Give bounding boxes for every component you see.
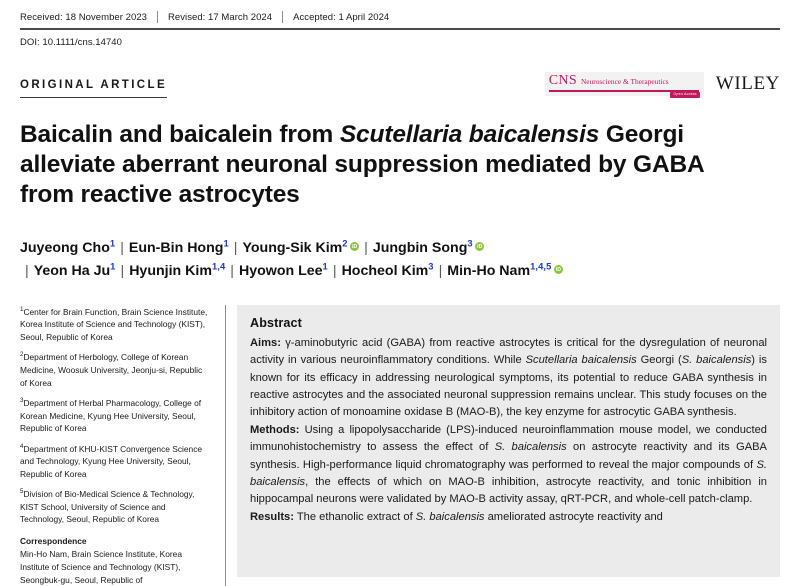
abstract-aims-text: γ-aminobutyric acid (GABA) from reactive astrocytes is critical for the dysregulation of neuronal activity in various neuroinflammatory conditions. While Scutellaria baicalensis Georgi (S. baicalensis) is known for its efficacy in addressing neurological symptoms, its potential to reduce GABA synthesis in reactive astrocytes and the associated neuronal suppression remains unclear. This study focuses on the inhibitory action of monoamine oxidase B (MAO-B), the key enzyme for astrocytic GABA synthesis. <box>250 336 767 419</box>
author-name: Hyowon Lee <box>238 263 323 280</box>
author-name: Young-Sik Kim <box>242 240 343 257</box>
author-separator: | <box>120 263 125 280</box>
author-entry[interactable] <box>242 237 359 257</box>
author-name: Min-Ho Nam <box>447 263 531 280</box>
revised-date: Revised: 17 March 2024 <box>168 11 273 23</box>
article-type-row <box>20 64 780 98</box>
orcid-icon[interactable] <box>554 265 563 274</box>
author-affiliation-superscript: 2 <box>342 237 348 249</box>
orcid-icon[interactable] <box>475 242 484 251</box>
author-separator: | <box>25 263 29 280</box>
affiliation-item <box>20 396 211 435</box>
affiliation-text: Division of Bio-Medical Science & Technology, KIST School, University of Science and Technology, Seoul, Republic of Korea <box>20 488 195 525</box>
author-entry[interactable] <box>33 260 116 280</box>
author-affiliation-superscript: 1 <box>110 260 116 272</box>
correspondence-heading: Correspondence <box>20 536 87 547</box>
title-part-1: Baicalin and baicalein from <box>20 120 340 148</box>
species-name: S. baicalensis <box>415 510 485 523</box>
affiliation-number: 5 <box>20 488 24 496</box>
open-access-badge: Open Access <box>670 92 699 98</box>
author-list <box>20 237 780 283</box>
abstract-aims-label: Aims: <box>250 336 281 349</box>
author-affiliation-superscript: 1 <box>322 260 328 272</box>
author-entry[interactable] <box>341 260 434 280</box>
journal-branding <box>545 72 780 98</box>
cns-logo-mark: CNS <box>548 72 577 88</box>
author-name: Hocheol Kim <box>341 263 429 280</box>
author-separator: | <box>230 263 234 280</box>
author-separator: | <box>332 263 337 280</box>
author-separator: | <box>233 240 238 257</box>
affiliation-text: Center for Brain Function, Brain Science Institute, Korea Institute of Science and Technology (KIST), Seoul, Republic of Korea <box>20 306 208 343</box>
affiliation-number: 1 <box>20 305 24 313</box>
abstract-aims-paragraph <box>250 335 767 422</box>
author-name: Yeon Ha Ju <box>33 263 111 280</box>
cns-logo-subtitle: Neuroscience & Therapeutics <box>580 76 669 86</box>
accepted-date: Accepted: 1 April 2024 <box>293 11 390 23</box>
author-entry[interactable] <box>372 237 484 257</box>
species-name: S. baicalensis <box>250 458 767 488</box>
abstract-methods-paragraph <box>250 422 767 509</box>
species-name: S. baicalensis <box>494 441 567 454</box>
author-entry[interactable] <box>128 237 229 257</box>
abstract-methods-label: Methods: <box>250 423 300 436</box>
affiliation-text: Department of Herbal Pharmacology, College of Korean Medicine, Kyung Hee University, Seoul, Republic of Korea <box>20 397 202 434</box>
abstract-panel <box>237 305 780 577</box>
author-affiliation-superscript: 3 <box>467 237 473 249</box>
species-name: S. baicalensis <box>681 354 752 367</box>
abstract-column <box>226 305 780 586</box>
author-separator: | <box>438 263 443 280</box>
page-title <box>20 120 740 211</box>
abstract-methods-text: Using a lipopolysaccharide (LPS)-induced neuroinflammation mouse model, we conducted immunohistochemistry to assess the effect of S. baicalensis on astrocyte reactivity and its GABA synthesis. High-performance liquid chromatography was performed to reveal the major compounds of S. baicalensis, the effects of which on MAO-B inhibition, astrocyte reactivity, and tonic inhibition in hippocampal neurons were validated by MAO-B activity assay, qRT-PCR, and whole-cell patch-clamp. <box>250 423 767 506</box>
author-affiliation-superscript: 3 <box>428 260 434 272</box>
author-name: Juyeong Cho <box>20 240 110 257</box>
author-affiliation-superscript: 1,4 <box>211 260 226 272</box>
publication-history <box>20 0 780 28</box>
affiliation-item <box>20 305 211 344</box>
author-entry[interactable] <box>447 260 563 280</box>
affiliation-item <box>20 442 211 481</box>
author-name: Hyunjin Kim <box>129 263 212 280</box>
abstract-results-text: The ethanolic extract of S. baicalensis ameliorated astrocyte reactivity and <box>293 510 663 523</box>
abstract-heading: Abstract <box>250 315 302 330</box>
affiliation-list <box>20 305 211 526</box>
cns-journal-logo <box>545 72 704 96</box>
author-name: Eun-Bin Hong <box>128 240 224 257</box>
article-body <box>20 305 780 586</box>
affiliation-number: 2 <box>20 351 24 359</box>
author-affiliation-superscript: 1 <box>109 237 116 249</box>
affiliation-item <box>20 487 211 526</box>
author-affiliation-superscript: 1,4,5 <box>530 260 552 272</box>
affiliation-text: Department of KHU-KIST Convergence Science and Technology, Kyung Hee University, Seoul, Republic of Korea <box>20 443 203 479</box>
author-name: Jungbin Song <box>372 240 468 257</box>
author-entry[interactable] <box>20 237 116 257</box>
abstract-results-paragraph <box>250 509 767 526</box>
affiliations-column <box>20 305 226 586</box>
affiliation-item <box>20 350 211 389</box>
affiliation-number: 3 <box>20 396 24 404</box>
divider <box>282 11 283 23</box>
title-species-name: Scutellaria baicalensis <box>339 120 600 148</box>
orcid-icon[interactable] <box>350 242 359 251</box>
divider <box>157 11 158 23</box>
wiley-logo: WILEY <box>715 73 780 95</box>
author-separator: | <box>364 240 368 257</box>
author-entry[interactable] <box>238 260 328 280</box>
article-type-label: ORIGINAL ARTICLE <box>20 79 167 98</box>
abstract-results-label: Results: <box>250 510 294 523</box>
affiliation-text: Department of Herbology, College of Korean Medicine, Woosuk University, Jeonju-si, Republic of Korea <box>20 352 203 388</box>
author-separator: | <box>120 240 124 257</box>
correspondence-block <box>20 535 211 586</box>
author-entry[interactable] <box>129 260 226 280</box>
correspondence-address: Min-Ho Nam, Brain Science Institute, Korea Institute of Science and Technology (KIST), Seongbuk-gu, Seoul, Republic of <box>20 549 182 585</box>
species-name: Scutellaria baicalensis <box>525 354 637 367</box>
title-part-2: Georgi alleviate aberrant neuronal suppression mediated by GABA from reactive astrocytes <box>20 120 704 209</box>
affiliation-number: 4 <box>20 442 24 450</box>
doi-line[interactable]: DOI: 10.1111/cns.14740 <box>20 36 122 48</box>
received-date: Received: 18 November 2023 <box>20 11 147 23</box>
author-affiliation-superscript: 1 <box>223 237 229 249</box>
